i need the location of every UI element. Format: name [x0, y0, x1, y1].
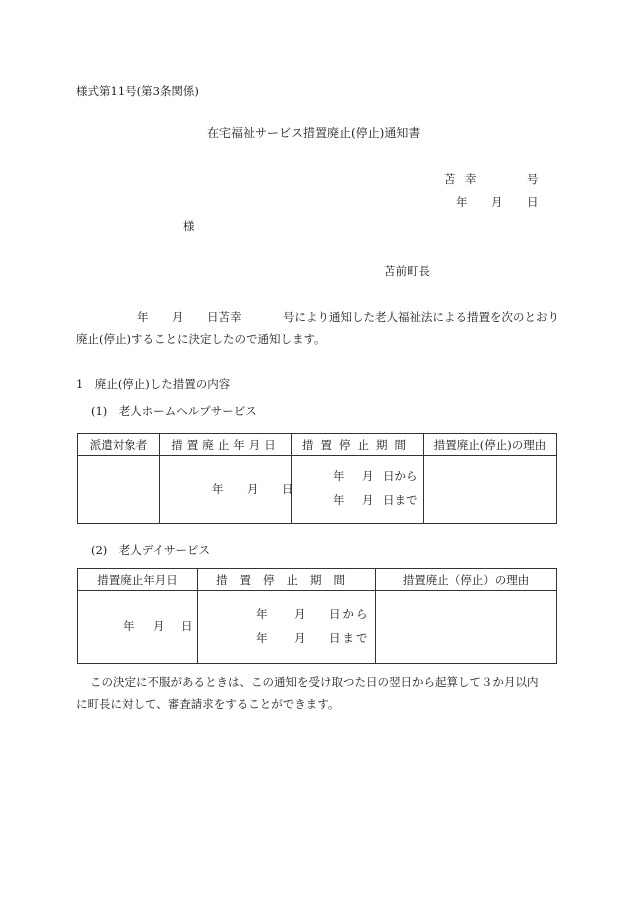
body-text-line2: 廃止(停止)することに決定したので通知します。 — [76, 332, 326, 346]
period-to-year: 年 — [256, 631, 268, 645]
period-from-day: 日から — [383, 469, 418, 483]
body-month: 月 — [172, 310, 184, 324]
period-to-month: 月 — [362, 493, 374, 507]
home-help-table — [77, 433, 557, 524]
period-to-day: 日まで — [329, 631, 370, 645]
doc-number-suffix: 号 — [527, 172, 539, 186]
period-to-month: 月 — [294, 631, 306, 645]
date-day-label: 日 — [527, 195, 539, 209]
document-title: 在宅福祉サービス措置廃止(停止)通知書 — [207, 126, 421, 140]
abolition-month: 月 — [153, 619, 165, 633]
cell-suspension-period — [198, 591, 376, 664]
body-text-rest: 号により通知した老人福祉法による措置を次のとおり — [283, 310, 559, 324]
doc-number-prefix: 苫 — [444, 172, 456, 186]
header-reason: 措置廃止（停止）の理由 — [376, 569, 557, 591]
abolition-year: 年 — [212, 482, 224, 496]
subsection-1-title: (1) 老人ホームヘルプサービス — [91, 404, 257, 418]
cell-abolition-date — [160, 456, 292, 524]
footer-notice-line2: に町長に対して、審査請求をすることができます。 — [76, 697, 340, 711]
period-to-day: 日まで — [383, 493, 418, 507]
abolition-day: 日 — [181, 619, 193, 633]
day-service-table — [77, 568, 557, 664]
doc-number-mid: 幸 — [465, 172, 477, 186]
issuer-name: 苫前町長 — [384, 264, 430, 278]
form-number: 様式第11号(第3条関係) — [76, 84, 199, 98]
cell-reason — [376, 591, 557, 664]
body-year: 年 — [137, 310, 149, 324]
subsection-2-title: (2) 老人デイサービス — [91, 543, 210, 557]
abolition-month: 月 — [247, 482, 259, 496]
date-month-label: 月 — [491, 195, 503, 209]
cell-dispatch-target — [78, 456, 160, 524]
cell-abolition-date — [78, 591, 198, 664]
period-from-month: 月 — [362, 469, 374, 483]
body-day-prefix: 日苫幸 — [207, 310, 242, 324]
period-to-year: 年 — [333, 493, 345, 507]
recipient-honorific: 様 — [183, 219, 195, 233]
header-reason: 措置廃止(停止)の理由 — [424, 434, 557, 456]
footer-notice-line1: この決定に不服があるときは、この通知を受け取つた日の翌日から起算して３か月以内 — [90, 675, 539, 689]
header-abolition-date: 措置廃止年月日 — [78, 569, 198, 591]
period-from-year: 年 — [333, 469, 345, 483]
period-from-month: 月 — [294, 607, 306, 621]
date-year-label: 年 — [456, 195, 468, 209]
period-from-day: 日から — [329, 607, 370, 621]
cell-suspension-period — [292, 456, 424, 524]
abolition-day: 日 — [282, 482, 294, 496]
header-suspension-period: 措置停止期間 — [292, 434, 424, 456]
header-dispatch-target: 派遣対象者 — [78, 434, 160, 456]
abolition-year: 年 — [123, 619, 135, 633]
header-abolition-date: 措置廃止年月日 — [160, 434, 292, 456]
period-from-year: 年 — [256, 607, 268, 621]
header-suspension-period: 措置停止期間 — [198, 569, 376, 591]
cell-reason — [424, 456, 557, 524]
section-heading: 1 廃止(停止)した措置の内容 — [76, 377, 231, 391]
